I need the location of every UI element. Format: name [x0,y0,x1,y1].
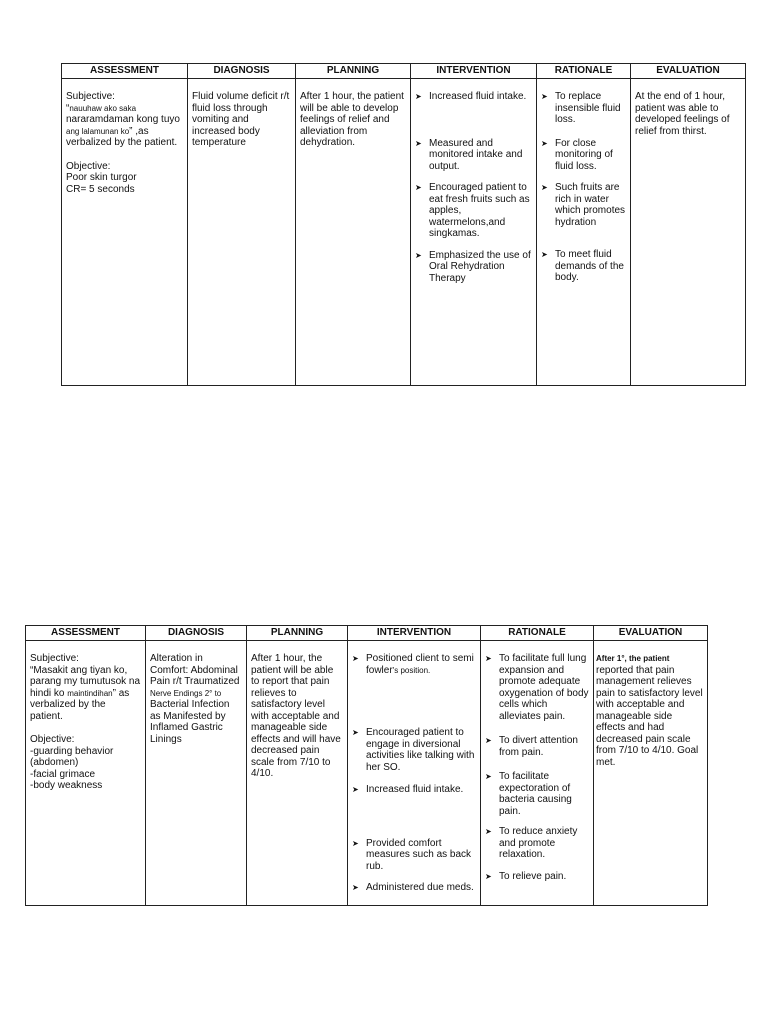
header-intervention: INTERVENTION [348,626,481,641]
diagnosis-text: Fluid volume deficit r/t fluid loss through vomiting and increased body temperature [192,91,290,148]
rationale-item: ➤ For close monitoring of fluid loss. [539,138,628,173]
intervention-item: ➤ Administered due meds. [350,882,478,894]
table-header-row [26,626,708,641]
intervention-item: ➤ Encouraged patient to eat fresh fruits such as apples, watermelons,and singkamas. [413,182,534,240]
objective-item: CR= 5 seconds [66,183,135,195]
planning-cell [296,79,411,386]
objective-item: -facial grimace [30,768,96,780]
header-diagnosis: DIAGNOSIS [188,64,296,79]
intervention-item: ➤ Increased fluid intake. [350,784,478,796]
objective-item: -guarding behavior (abdomen) [30,745,114,768]
care-plan-table-1 [61,63,746,386]
objective-item: Poor skin turgor [66,172,137,183]
header-assessment: ASSESSMENT [26,626,146,641]
header-rationale: RATIONALE [481,626,594,641]
diagnosis-text: Alteration in Comfort: Abdominal Pain r/t Traumatized Nerve Endings 2° to Bacterial Infection as Manifested by Inflamed Gastric Linings [150,653,240,745]
rationale-item: ➤ To meet fluid demands of the body. [539,249,628,284]
table-header-row [62,64,746,79]
header-assessment: ASSESSMENT [62,64,188,79]
table-row [26,641,708,906]
assessment-cell [62,79,188,386]
intervention-item: ➤ Encouraged patient to engage in diversional activities like talking with her SO. [350,727,478,773]
rationale-cell [537,79,631,386]
evaluation-cell [594,641,708,906]
rationale-item: ➤ To reduce anxiety and promote relaxation. [483,826,591,861]
planning-text: After 1 hour, the patient will be able to develop feelings of relief and alleviation from dehydration. [300,91,404,148]
intervention-item: ➤ Increased fluid intake. [413,91,534,103]
intervention-item: ➤ Measured and monitored intake and output. [413,138,534,173]
intervention-cell [411,79,537,386]
intervention-item: ➤ Positioned client to semi fowler's position. [350,653,478,676]
diagnosis-cell [146,641,247,906]
evaluation-text: At the end of 1 hour, patient was able to developed feelings of relief from thirst. [635,91,730,137]
diagnosis-cell [188,79,296,386]
subjective-quote: “Masakit ang tiyan ko, parang my tumutusok na hindi ko maintindihan” as verbalized by the patient. [30,664,141,722]
header-planning: PLANNING [247,626,348,641]
assessment-cell [26,641,146,906]
subjective-label: Subjective: [30,653,79,664]
table-row [62,79,746,386]
rationale-item: ➤ To facilitate expectoration of bacteria causing pain. [483,771,591,817]
subjective-quote: “nauuhaw ako saka nararamdaman kong tuyo ang lalamunan ko” ,as verbalized by the patient. [66,102,180,148]
header-diagnosis: DIAGNOSIS [146,626,247,641]
intervention-item: ➤ Emphasized the use of Oral Rehydration Therapy [413,250,534,285]
planning-text: After 1 hour, the patient will be able to report that pain relieves to satisfactory level with acceptable and manageable side effects and will have decreased pain scale from 7/10 to 4/10. [251,653,341,779]
intervention-item: ➤ Provided comfort measures such as back rub. [350,838,478,873]
objective-item: -body weakness [30,780,103,791]
intervention-cell [348,641,481,906]
planning-cell [247,641,348,906]
rationale-item: ➤ Such fruits are rich in water which promotes hydration [539,182,628,228]
subjective-label: Subjective: [66,91,115,102]
header-planning: PLANNING [296,64,411,79]
header-evaluation: EVALUATION [631,64,746,79]
rationale-item: ➤ To divert attention from pain. [483,735,591,758]
rationale-item: ➤ To replace insensible fluid loss. [539,91,628,126]
care-plan-table-2 [25,625,708,906]
objective-label: Objective: [30,734,75,745]
objective-label: Objective: [66,160,111,172]
header-rationale: RATIONALE [537,64,631,79]
evaluation-text: After 1°, the patient reported that pain management relieves pain to satisfactory level with acceptable and manageable side effects and had decreased pain scale from 7/10 to 4/10. Goal met. [596,654,703,768]
rationale-cell [481,641,594,906]
header-evaluation: EVALUATION [594,626,708,641]
rationale-item: ➤ To facilitate full lung expansion and promote adequate oxygenation of body cells which alleviates pain. [483,653,591,722]
evaluation-cell [631,79,746,386]
header-intervention: INTERVENTION [411,64,537,79]
rationale-item: ➤ To relieve pain. [483,871,591,883]
